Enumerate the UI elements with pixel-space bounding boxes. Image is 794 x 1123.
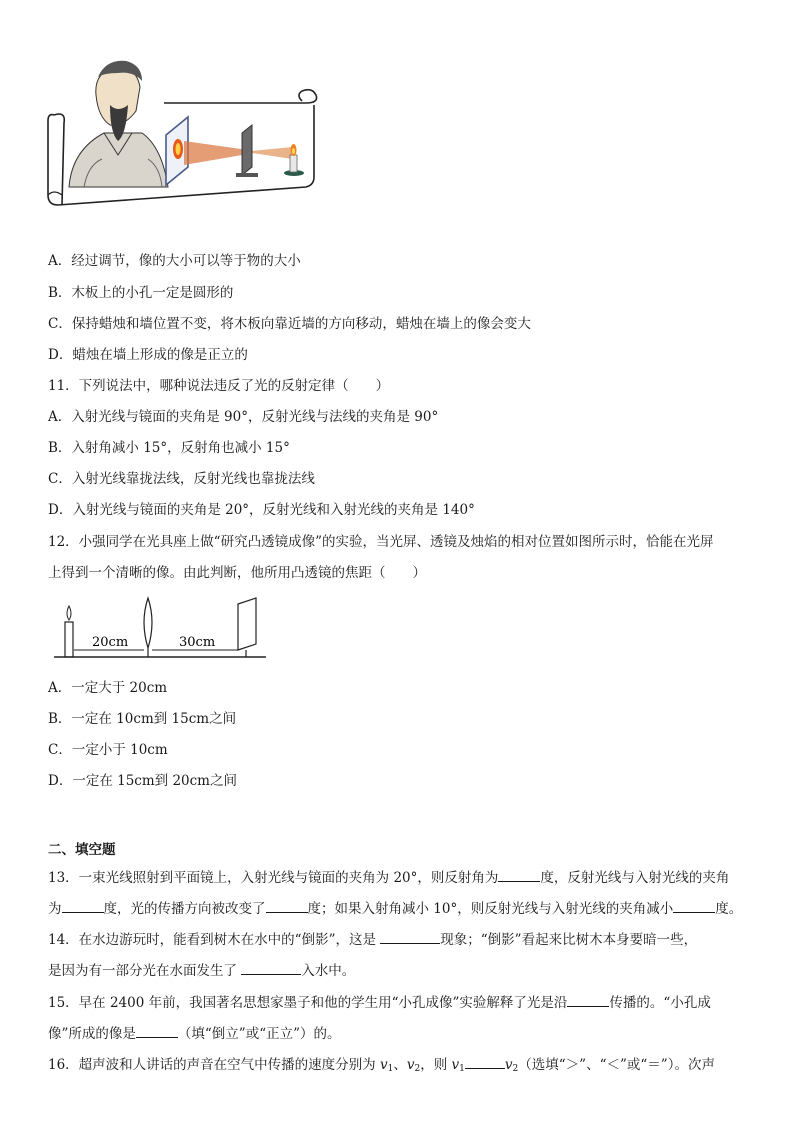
q10-option-c: C．保持蜡烛和墙位置不变，将木板向靠近墙的方向移动，蜡烛在墙上的像会变大 [48, 316, 531, 332]
q13-blank-4[interactable] [673, 898, 715, 913]
q14-text-4: 入水中。 [301, 963, 356, 979]
q16-blank-1[interactable] [465, 1054, 505, 1069]
q14-text-3: 是因为有一部分光在水面发生了 [48, 963, 242, 979]
q14-text-1: 14．在水边游玩时，能看到树木在水中的“倒影”，这是 [48, 932, 381, 948]
q13-text-1: 13．一束光线照射到平面镜上，入射光线与镜面的夹角为 20°，则反射角为 [48, 870, 499, 886]
q12-option-c: C．一定小于 10cm [48, 742, 168, 758]
q11-option-c: C．入射光线靠拢法线，反射光线也靠拢法线 [48, 471, 315, 487]
q13-text-6: 度。 [715, 901, 743, 917]
q10-option-a: A．经过调节，像的大小可以等于物的大小 [48, 253, 301, 269]
q15-text-2: 传播的。“小孔成 [609, 995, 711, 1011]
q11-option-b: B．入射角减小 15°，反射角也减小 15° [48, 440, 290, 456]
q15-blank-1[interactable] [567, 992, 609, 1007]
bench-candle [65, 606, 73, 657]
q14-blank-1[interactable] [380, 929, 440, 944]
q15-text-4: （填“倒立”或“正立”）的。 [177, 1026, 341, 1042]
q12-stem-line1: 12．小强同学在光具座上做“研究凸透镜成像”的实验，当光屏、透镜及烛焰的相对位置如图所示时，恰能在光屏 [48, 534, 714, 550]
q13-blank-1[interactable] [498, 867, 540, 882]
q11-option-a: A．入射光线与镜面的夹角是 90°，反射光线与法线的夹角是 90° [48, 409, 439, 425]
pinhole-scroll-figure [44, 55, 324, 210]
q13-text-3: 为 [48, 901, 62, 917]
q14-blank-2[interactable] [241, 960, 301, 975]
q16-sub-2: 2 [414, 1064, 421, 1074]
q16-sub-1: 1 [387, 1064, 394, 1074]
q12-option-d: D．一定在 15cm到 20cm之间 [48, 773, 237, 789]
q16-var-v1: v [379, 1057, 388, 1073]
q12-option-a: A．一定大于 20cm [48, 680, 168, 696]
q10-option-d: D．蜡烛在墙上形成的像是正立的 [48, 347, 248, 363]
q13-text-5: 度；如果入射角减小 10°，则反射光线与入射光线的夹角减小 [307, 901, 674, 917]
q15-text-3: 像”所成的像是 [48, 1026, 136, 1042]
q11-option-d: D．入射光线与镜面的夹角是 20°，反射光线和入射光线的夹角是 140° [48, 502, 475, 518]
q13-line1 [48, 867, 729, 887]
q16-sep: 、 [393, 1057, 407, 1073]
q16-text-1: 16．超声波和人讲话的声音在空气中传播的速度分别为 [48, 1057, 380, 1073]
q16-var-v2b: v [504, 1057, 513, 1073]
distance-label-1: 20cm [92, 635, 129, 650]
distance-label-2: 30cm [179, 635, 216, 650]
q14-line1 [48, 929, 697, 949]
q13-text-4: 度，光的传播方向被改变了 [103, 901, 266, 917]
q16-var-v2: v [406, 1057, 415, 1073]
q15-line2 [48, 1023, 341, 1043]
bench-screen [238, 598, 256, 657]
section-title-fill-blank: 二、填空题 [48, 842, 116, 858]
q10-option-b: B．木板上的小孔一定是圆形的 [48, 285, 234, 301]
q13-blank-2[interactable] [62, 898, 104, 913]
bench-lens [144, 598, 152, 657]
q13-blank-3[interactable] [266, 898, 308, 913]
portrait-illustration [69, 61, 168, 187]
q15-text-1: 15．早在 2400 年前，我国著名思想家墨子和他的学生用“小孔成像”实验解释了光是沿 [48, 995, 568, 1011]
optical-bench-figure [52, 596, 272, 668]
q14-text-2: 现象；“倒影”看起来比树木本身要暗一些， [440, 932, 698, 948]
q16-var-v1b: v [451, 1057, 460, 1073]
q12-option-b: B．一定在 10cm到 15cm之间 [48, 711, 237, 727]
q13-text-2: 度，反射光线与入射光线的夹角 [540, 870, 730, 886]
q14-line2 [48, 960, 355, 980]
q16-text-2: ，则 [420, 1057, 452, 1073]
q13-line2 [48, 898, 742, 918]
q16-sub-2b: 2 [512, 1064, 519, 1074]
q15-line1 [48, 992, 711, 1012]
q16-text-3: （选填“＞”、“＜”或“＝”）。次声 [518, 1057, 715, 1073]
q16-sub-1b: 1 [459, 1064, 465, 1074]
q15-blank-2[interactable] [136, 1023, 178, 1038]
q16-line1 [48, 1054, 715, 1078]
q12-stem-line2: 上得到一个清晰的像。由此判断，他所用凸透镜的焦距（ ） [48, 565, 426, 581]
q11-stem: 11．下列说法中，哪种说法违反了光的反射定律（ ） [48, 378, 390, 394]
